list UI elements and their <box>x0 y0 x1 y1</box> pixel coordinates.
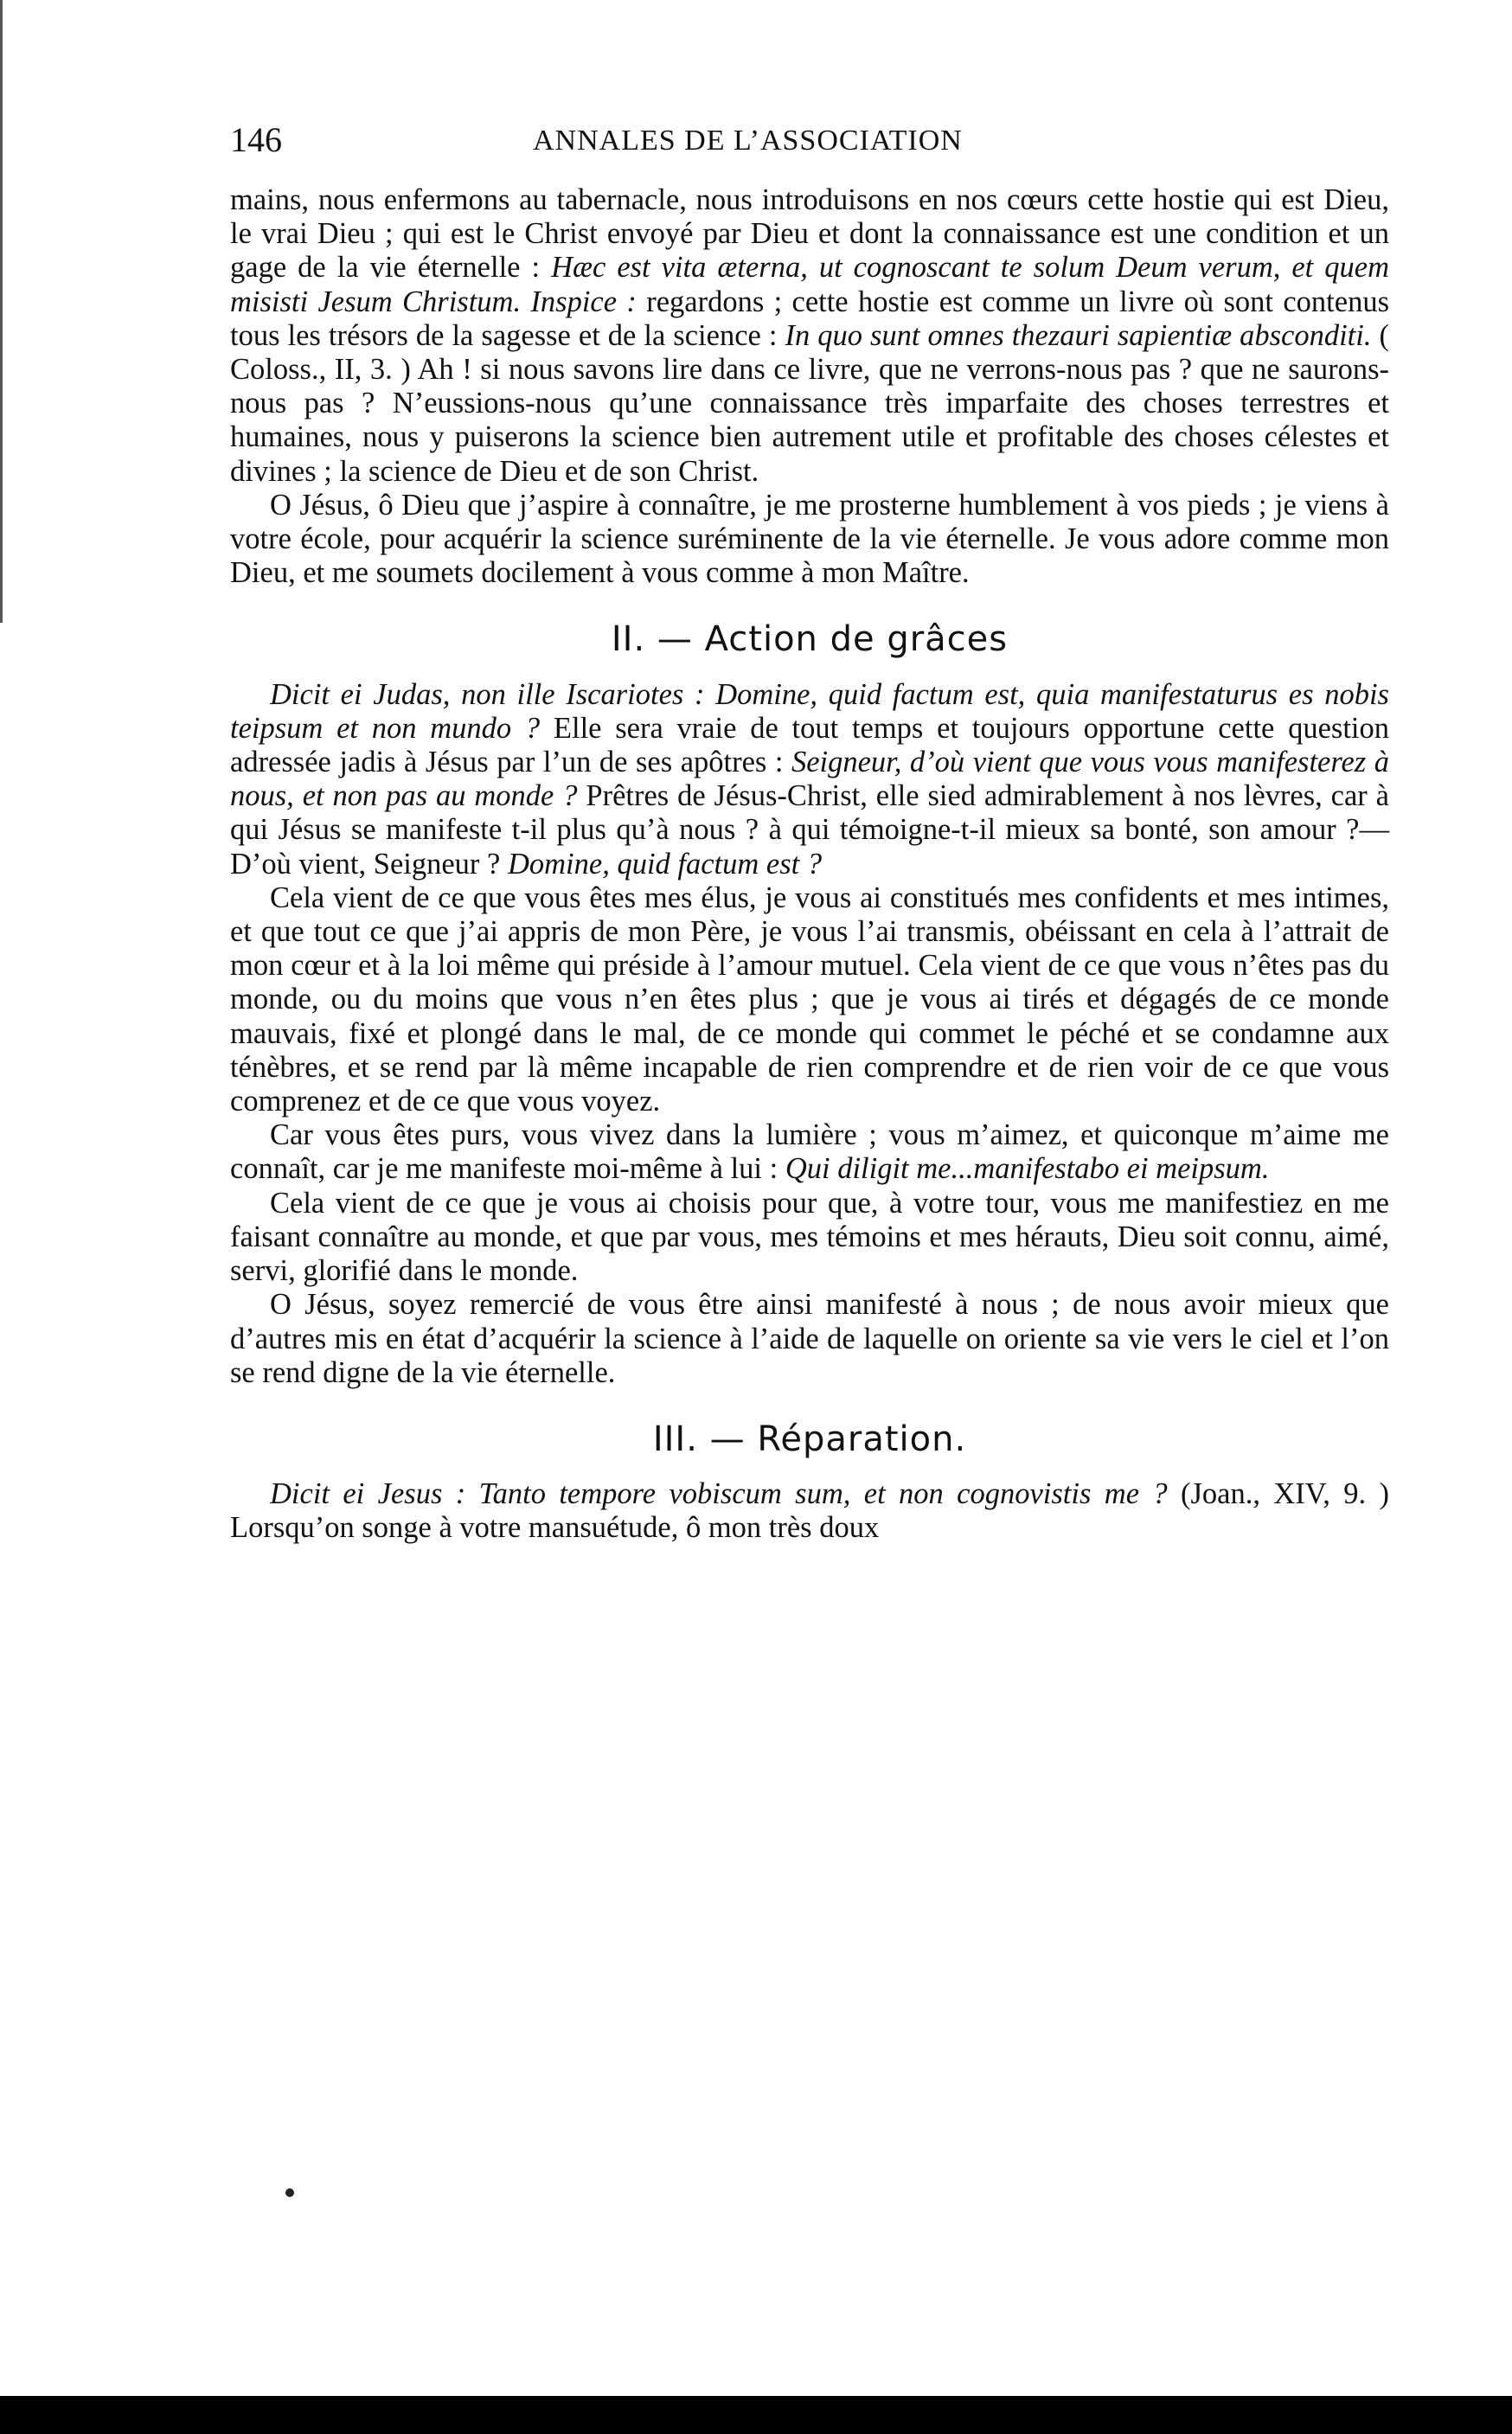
paragraph-2: O Jésus, ô Dieu que j’aspire à connaître, je me prosterne humblement à vos pieds ; je viens à votre école, pour acquérir la science suréminente de la vie éternelle. Je vous adore comme mon Dieu, et me soumets docilement à vous comme à mon Maître. <box>230 488 1389 590</box>
paragraph-3: Dicit ei Judas, non ille Iscariotes : Domine, quid factum est, quia manifestaturus es nobis teipsum et non mundo ? Elle sera vraie de tout temps et toujours opportune cette question adressée jadis à Jésus par l’un de ses apôtres : Seigneur, d’où vient que vous vous manifesterez à nous, et non pas au monde ? Prêtres de Jésus-Christ, elle sied admirablement à nos lèvres, car à qui Jésus se manifeste t-il plus qu’à nous ? à qui témoigne-t-il mieux sa bonté, son amour ?—D’où vient, Seigneur ? Domine, quid factum est ? <box>230 677 1390 881</box>
scan-bottom-edge <box>0 2396 1512 2434</box>
running-head: ANNALES DE L’ASSOCIATION <box>533 125 963 157</box>
scan-speck <box>285 2188 294 2197</box>
section-heading-action-de-graces: II. — Action de grâces <box>611 619 1009 660</box>
page-header <box>230 119 1389 168</box>
paragraph-8: Dicit ei Jesus : Tanto tempore vobiscum sum, et non cognovistis me ? (Joan., XIV, 9. ) Lorsqu’on songe à votre mansuétude, ô mon très doux <box>230 1477 1389 1545</box>
paragraph-7: O Jésus, soyez remercié de vous être ainsi manifesté à nous ; de nous avoir mieux que d’autres mis en état d’acquérir la science à l’aide de laquelle on oriente sa vie vers le ciel et l’on se rend digne de la vie éternelle. <box>230 1288 1389 1389</box>
scan-margin-mark <box>0 0 23 623</box>
body-text <box>230 183 1389 1546</box>
paragraph-1: mains, nous enfermons au tabernacle, nous introduisons en nos cœurs cette hostie qui est Dieu, le vrai Dieu ; qui est le Christ envoyé par Dieu et dont la connaissance est une condition et un gage de la vie éternelle : Hæc est vita æterna, ut cognoscant te solum Deum verum, et quem misisti Jesum Christum. Inspice : regardons ; cette hostie est comme un livre où sont contenus tous les trésors de la sagesse et de la science : In quo sunt omnes thezauri sapientiæ absconditi. ( Coloss., II, 3. ) Ah ! si nous savons lire dans ce livre, que ne verrons-nous pas ? que ne saurons-nous pas ? N’eussions-nous qu’une connaissance très imparfaite des choses terrestres et humaines, nous y puiserons la science bien autrement utile et profitable des choses célestes et divines ; la science de Dieu et de son Christ. <box>230 183 1389 488</box>
section-heading-reparation: III. — Réparation. <box>652 1419 967 1459</box>
paragraph-6: Cela vient de ce que je vous ai choisis pour que, à votre tour, vous me manifestiez en me faisant connaître au monde, et que par vous, mes témoins et mes hérauts, Dieu soit connu, aimé, servi, glorifié dans le monde. <box>230 1186 1389 1288</box>
paragraph-4: Cela vient de ce que vous êtes mes élus, je vous ai constitués mes confidents et mes intimes, et que tout ce que j’ai appris de mon Père, je vous l’ai transmis, obéissant en cela à l’attrait de mon cœur et à la loi même qui préside à l’amour mutuel. Cela vient de ce que vous n’êtes pas du monde, ou du moins que vous n’en êtes plus ; que je vous ai tirés et dégagés de ce monde mauvais, fixé et plongé dans le mal, de ce monde qui commet le péché et se condamne aux ténèbres, et se rend par là même incapable de rien comprendre et de rien voir de ce que vous comprenez et de ce que vous voyez. <box>230 881 1389 1118</box>
page-number: 146 <box>230 120 282 159</box>
paragraph-5: Car vous êtes purs, vous vivez dans la lumière ; vous m’aimez, et quiconque m’aime me connaît, car je me manifeste moi-même à lui : Qui diligit me...manifestabo ei meipsum. <box>230 1118 1389 1186</box>
